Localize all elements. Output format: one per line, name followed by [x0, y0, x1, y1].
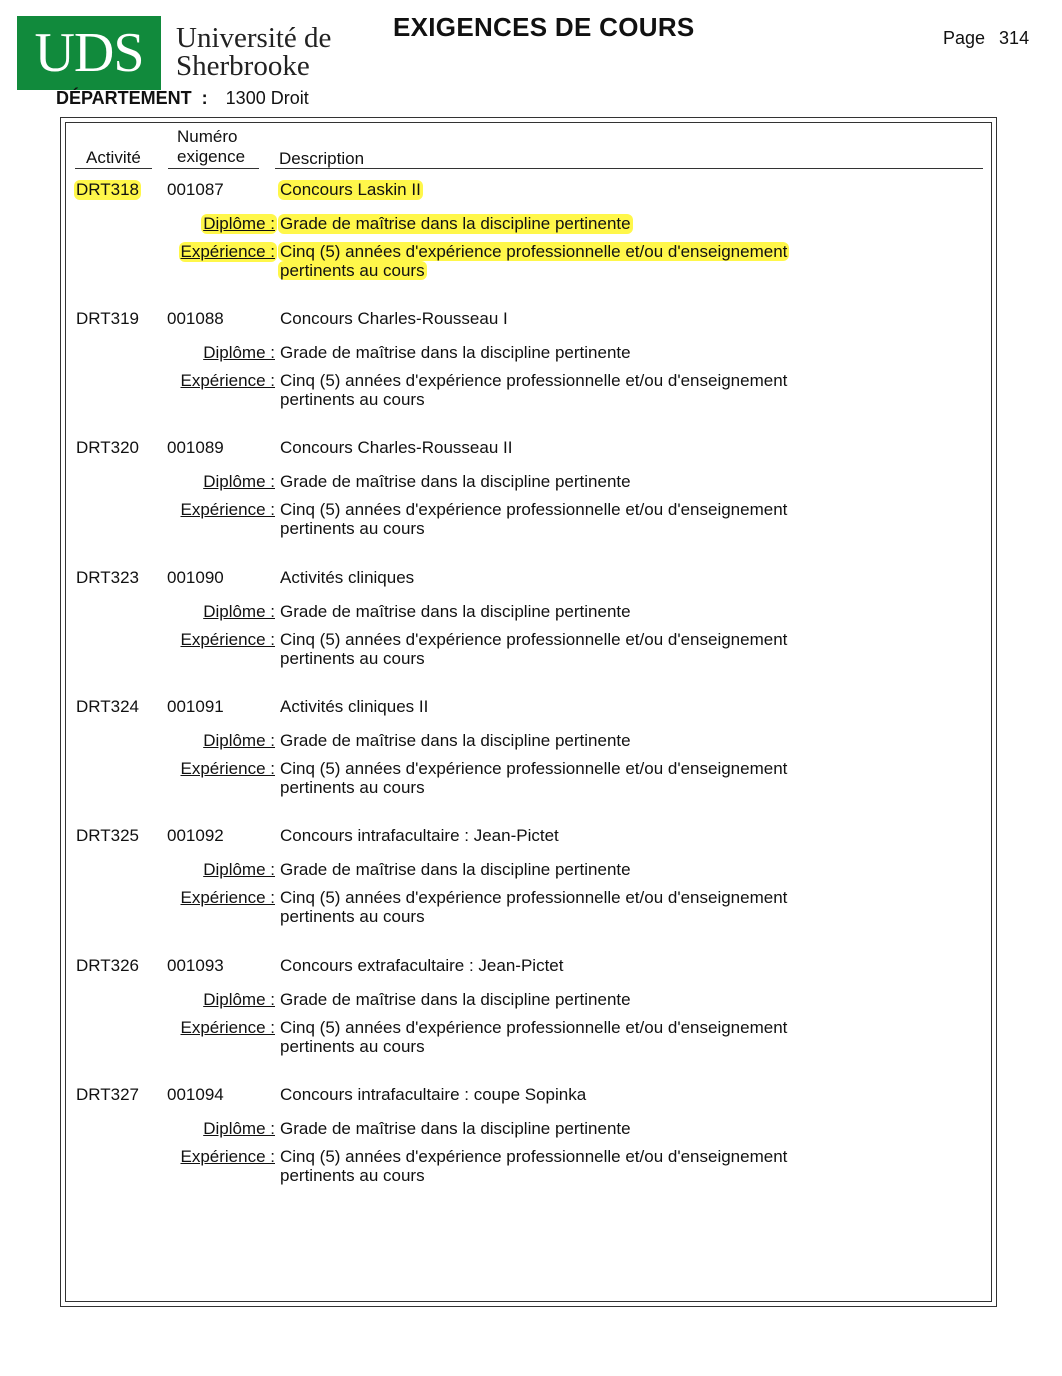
header-underline-description: [275, 168, 983, 169]
experience-value-block: [280, 630, 820, 668]
experience-value: Cinq (5) années d'expérience professionnelle et/ou d'enseignement pertinents au cours: [280, 371, 788, 409]
header-underline-activity: [75, 168, 152, 169]
experience-value-block: [280, 500, 820, 538]
experience-value: Cinq (5) années d'expérience professionnelle et/ou d'enseignement pertinents au cours: [280, 759, 788, 797]
university-name-line2: Sherbrooke: [176, 50, 310, 82]
diploma-value: Grade de maîtrise dans la discipline pertinente: [280, 1119, 631, 1138]
university-name: [176, 24, 331, 80]
diploma-label: Diplôme :: [203, 860, 275, 879]
activity-code: DRT325: [76, 826, 139, 845]
requirement-number: 001094: [167, 1085, 224, 1104]
course-title: Activités cliniques: [280, 568, 415, 587]
activity-code: DRT323: [76, 568, 139, 587]
column-header-number: [177, 127, 245, 167]
requirement-number: 001091: [167, 697, 224, 716]
course-title: Concours Charles-Rousseau II: [280, 438, 513, 457]
requirement-number: 001090: [167, 568, 224, 587]
header-underline-number: [168, 168, 259, 169]
page-indicator: [943, 28, 1029, 49]
diploma-label: Diplôme :: [203, 731, 275, 750]
experience-label: Expérience :: [180, 630, 275, 649]
course-title: Concours Laskin II: [280, 180, 421, 199]
department-separator: :: [201, 88, 208, 108]
diploma-label: Diplôme :: [203, 1119, 275, 1138]
course-title: Activités cliniques II: [280, 697, 429, 716]
experience-label: Expérience :: [180, 888, 275, 907]
experience-label: Expérience :: [180, 1018, 275, 1037]
experience-value: Cinq (5) années d'expérience professionnelle et/ou d'enseignement pertinents au cours: [280, 1147, 788, 1185]
experience-value-block: [280, 242, 820, 280]
experience-label: Expérience :: [180, 242, 275, 261]
requirement-number: 001092: [167, 826, 224, 845]
department-label: DÉPARTEMENT: [56, 88, 192, 108]
diploma-value: Grade de maîtrise dans la discipline pertinente: [280, 472, 631, 491]
course-title: Concours extrafacultaire : Jean-Pictet: [280, 956, 564, 975]
department-line: [56, 88, 309, 109]
experience-label: Expérience :: [180, 759, 275, 778]
course-title: Concours intrafacultaire : Jean-Pictet: [280, 826, 559, 845]
page-label: Page: [943, 28, 986, 48]
activity-code: DRT318: [76, 180, 139, 199]
diploma-value: Grade de maîtrise dans la discipline pertinente: [280, 860, 631, 879]
activity-code: DRT319: [76, 309, 139, 328]
requirement-number: 001088: [167, 309, 224, 328]
requirement-number: 001087: [167, 180, 224, 199]
course-title: Concours intrafacultaire : coupe Sopinka: [280, 1085, 587, 1104]
experience-value-block: [280, 1147, 820, 1185]
experience-label: Expérience :: [180, 1147, 275, 1166]
requirement-number: 001089: [167, 438, 224, 457]
experience-value-block: [280, 1018, 820, 1056]
experience-value-block: [280, 759, 820, 797]
column-header-number-line2: exigence: [177, 147, 246, 166]
diploma-value: Grade de maîtrise dans la discipline pertinente: [280, 731, 631, 750]
department-value: 1300 Droit: [225, 88, 309, 108]
page-number: 314: [999, 28, 1030, 48]
activity-code: DRT320: [76, 438, 139, 457]
diploma-label: Diplôme :: [203, 602, 275, 621]
column-header-activity: Activité: [86, 148, 141, 167]
experience-value: Cinq (5) années d'expérience professionnelle et/ou d'enseignement pertinents au cours: [280, 888, 788, 926]
university-name-line1: Université de: [176, 22, 332, 54]
experience-label: Expérience :: [180, 371, 275, 390]
activity-code: DRT327: [76, 1085, 139, 1104]
experience-value: Cinq (5) années d'expérience professionnelle et/ou d'enseignement pertinents au cours: [280, 500, 788, 538]
diploma-value: Grade de maîtrise dans la discipline pertinente: [280, 990, 631, 1009]
uds-logo: [17, 16, 161, 90]
requirement-number: 001093: [167, 956, 224, 975]
experience-label: Expérience :: [180, 500, 275, 519]
diploma-value: Grade de maîtrise dans la discipline pertinente: [280, 343, 631, 362]
column-header-description: Description: [279, 149, 365, 168]
diploma-value: Grade de maîtrise dans la discipline pertinente: [280, 602, 631, 621]
course-title: Concours Charles-Rousseau I: [280, 309, 508, 328]
activity-code: DRT326: [76, 956, 139, 975]
experience-value-block: [280, 888, 820, 926]
document-title: EXIGENCES DE COURS: [393, 12, 695, 42]
diploma-label: Diplôme :: [203, 472, 275, 491]
column-header-number-line1: Numéro: [177, 127, 238, 146]
logo-abbr: UDS: [34, 22, 144, 84]
experience-value-block: [280, 371, 820, 409]
diploma-value: Grade de maîtrise dans la discipline pertinente: [280, 214, 631, 233]
experience-value: Cinq (5) années d'expérience professionnelle et/ou d'enseignement pertinents au cours: [280, 630, 788, 668]
diploma-label: Diplôme :: [203, 214, 275, 233]
experience-value: Cinq (5) années d'expérience professionnelle et/ou d'enseignement pertinents au cours: [280, 242, 788, 280]
diploma-label: Diplôme :: [203, 990, 275, 1009]
experience-value: Cinq (5) années d'expérience professionnelle et/ou d'enseignement pertinents au cours: [280, 1018, 788, 1056]
diploma-label: Diplôme :: [203, 343, 275, 362]
activity-code: DRT324: [76, 697, 139, 716]
